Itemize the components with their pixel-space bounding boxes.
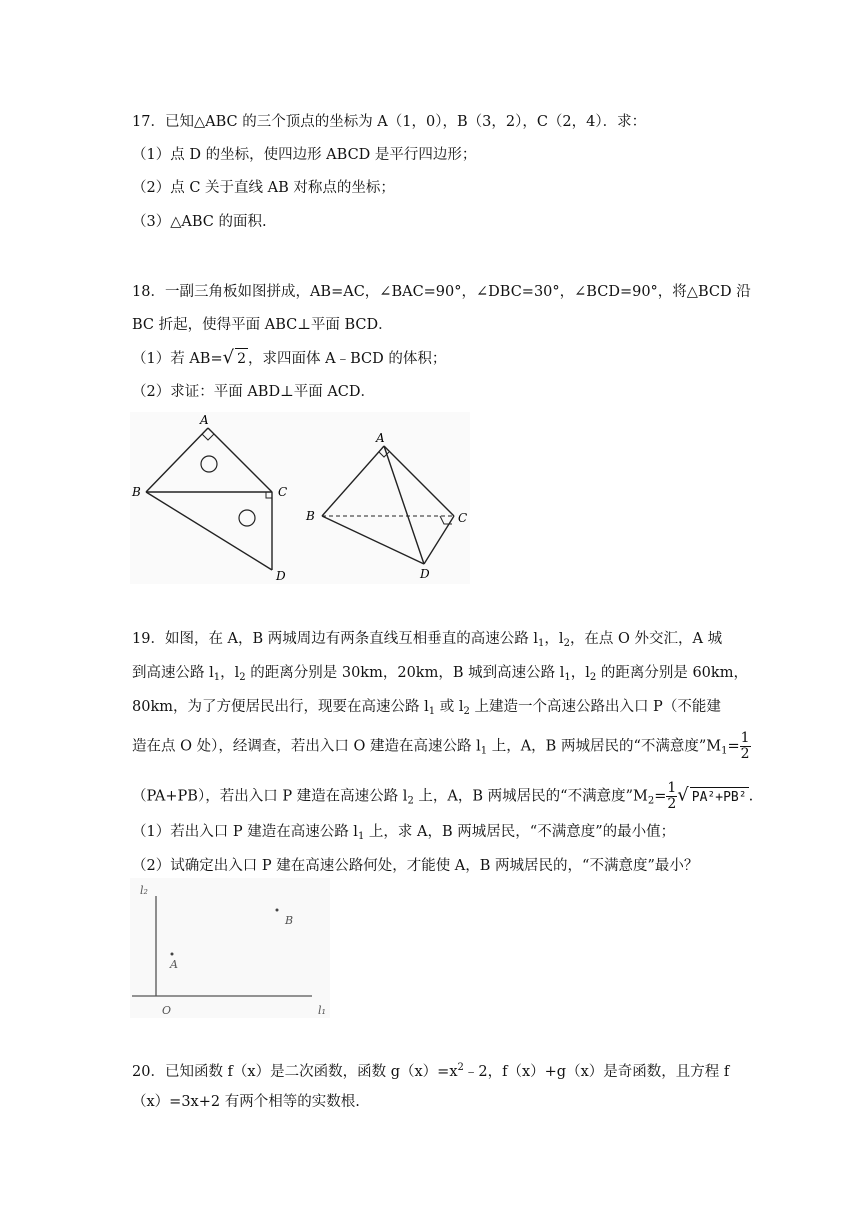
- q17-part1: （1）点 D 的坐标，使四边形 ABCD 是平行四边形；: [132, 147, 477, 163]
- q19-stem-line4: 造在点 O 处），经调查，若出入口 O 建造在高速公路 $l_1$ 上，A，B 两城居民的“不满意度$”M_1=$ $\frac{1}{2}$: [132, 730, 750, 762]
- q18-triangle-figure: [130, 412, 470, 584]
- q18-part1: （1）若 AB=√ 2 ，求四面体 A﹣BCD 的体积；: [132, 347, 447, 368]
- q19-axes-figure: [130, 878, 330, 1018]
- q18-part2: （2）求证：平面 ABD⊥平面 ACD．: [132, 384, 376, 400]
- q19-stem-line2: 到高速公路 $l_1$，$l_2$ 的距离分别是 30km，20km，B 城到高速公路 $l_1$，$l_2$ 的距离分别是 60km，: [132, 665, 748, 683]
- q19-stem-line5: （PA+PB），若出入口 P 建造在高速公路 $l_2$ 上，A，B 两城居民的“不满意度$”M_2=$ $\frac{1}{2}$ √ PA²+PB² .: [132, 780, 754, 812]
- q20-stem-line1: 20．已知函数 f（x）是二次函数，函数 $g(x)=x^2﹣2$，f（x）+g（x）是奇函数，且方程 f: [132, 1062, 730, 1080]
- q19-stem-line3: 80km，为了方便居民出行，现要在高速公路 $l_1$ 或 $l_2$ 上建造一个高速公路出入口 P（不能建: [132, 699, 721, 717]
- fig2-label-A: A: [376, 431, 385, 445]
- fig2-label-D: D: [420, 567, 430, 581]
- fig2-label-C: C: [458, 511, 468, 525]
- fig1-label-A: A: [200, 413, 209, 427]
- point-label-B: B: [285, 914, 294, 927]
- q18-stem-line2: BC 折起，使得平面 ABC⊥平面 BCD．: [132, 317, 393, 333]
- q19-part2: （2）试确定出入口 P 建在高速公路何处，才能使 A，B 两城居民的，“不满意度”最小？: [132, 858, 699, 874]
- fig2-label-B: B: [306, 509, 315, 523]
- point-label-A: A: [170, 958, 178, 971]
- sqrt-expression: PA²+PB²: [690, 787, 749, 808]
- q17-part3: （3）△ABC 的面积.: [132, 214, 267, 230]
- axis-label-l2: l₂: [140, 884, 148, 897]
- q18-stem-line1: 18．一副三角板如图拼成，AB=AC，∠BAC=90°，∠DBC=30°，∠BCD=90°，将△BCD 沿: [132, 284, 751, 300]
- origin-label-O: O: [162, 1004, 172, 1017]
- fraction-one-half: $\frac{1}{2}$: [740, 730, 750, 762]
- fig1-label-B: B: [132, 485, 141, 499]
- fig1-label-D: D: [276, 569, 286, 583]
- q20-stem-line2: （x）=3x+2 有两个相等的实数根.: [132, 1094, 360, 1110]
- q17-stem: 17．已知△ABC 的三个顶点的坐标为 A（1，0），B（3，2），C（2，4）．求：: [132, 114, 647, 130]
- fig1-label-C: C: [278, 485, 288, 499]
- axis-label-l1: l₁: [318, 1004, 326, 1017]
- q19-stem-line1: 19．如图，在 A，B 两城周边有两条直线互相垂直的高速公路 $l_1$，$l_2$，在点 O 外交汇，A 城: [132, 631, 723, 649]
- q17-part2: （2）点 C 关于直线 AB 对称点的坐标；: [132, 180, 395, 196]
- fraction-one-half-2: $\frac{1}{2}$: [667, 780, 677, 812]
- q19-part1: （1）若出入口 P 建造在高速公路 $l_1$ 上，求 A，B 两城居民，“不满意度”的最小值；: [132, 824, 676, 842]
